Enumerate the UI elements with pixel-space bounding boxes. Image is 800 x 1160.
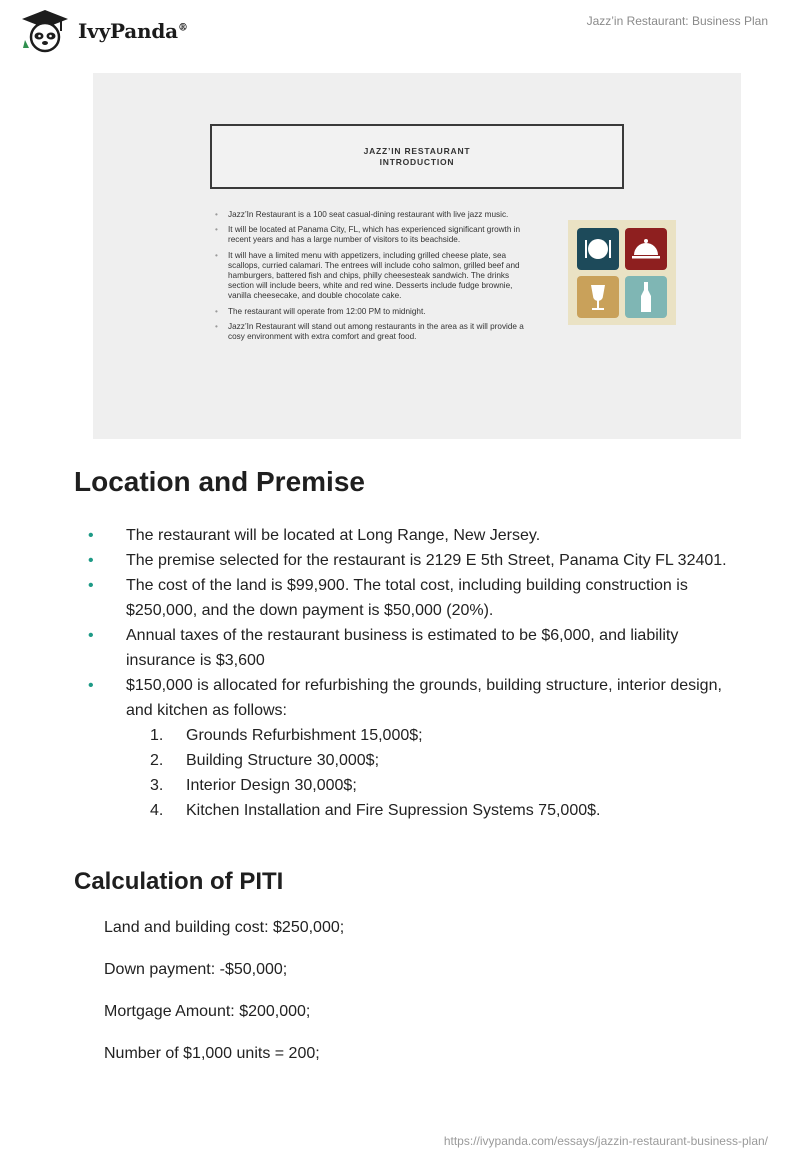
bullet-dot: •	[88, 577, 94, 594]
cloche-icon	[625, 228, 667, 270]
ivypanda-logo[interactable]	[16, 8, 188, 54]
piti-line: Land and building cost: $250,000;	[104, 919, 345, 936]
bullet-dot: •	[88, 627, 94, 644]
bullet-dot: •	[88, 552, 94, 569]
bullet-dot: •	[88, 527, 94, 544]
list-item: • Annual taxes of the restaurant business is estimated to be $6,000, and liability insurance is $3,600	[88, 623, 738, 673]
list-item: • The cost of the land is $99,900. The total cost, including building construction is $250,000, and the down payment is $50,000 (20%).	[88, 573, 738, 623]
slide-bullet-list	[215, 210, 527, 347]
slide-bullet: • Jazz’In Restaurant is a 100 seat casual-dining restaurant with live jazz music.	[215, 210, 527, 220]
wine-glass-icon	[577, 276, 619, 318]
section-heading-piti: Calculation of PITI	[74, 868, 284, 895]
slide-title-box	[210, 124, 624, 189]
source-url-link[interactable]: https://ivypanda.com/essays/jazzin-restaurant-business-plan/	[443, 1134, 768, 1148]
sublist-item: 3. Interior Design 30,000$;	[150, 777, 357, 794]
document-title: Jazz’in Restaurant: Business Plan	[586, 14, 768, 28]
bottle-icon	[625, 276, 667, 318]
location-bullet-list	[88, 523, 738, 823]
bullet-dot: •	[88, 677, 94, 694]
list-item: • The restaurant will be located at Long Range, New Jersey.	[88, 523, 738, 548]
restaurant-icons-panel	[568, 220, 676, 325]
slide-title-line2: INTRODUCTION	[379, 157, 455, 167]
piti-line: Mortgage Amount: $200,000;	[104, 1003, 311, 1020]
slide-bullet: • Jazz’In Restaurant will stand out among restaurants in the area as it will provide a cosy environment with extra comfort and great food.	[215, 322, 527, 342]
slide-bullet: • The restaurant will operate from 12:00 PM to midnight.	[215, 307, 527, 317]
sublist-item: 2. Building Structure 30,000$;	[150, 752, 380, 769]
slide-bullet: • It will be located at Panama City, FL, which has experienced significant growth in recent years and has a large number of visitors to its beachside.	[215, 225, 527, 245]
brand-name: IvyPanda®	[78, 19, 188, 43]
piti-line: Number of $1,000 units = 200;	[104, 1045, 320, 1062]
sublist-item: 4. Kitchen Installation and Fire Supression Systems 75,000$.	[150, 802, 601, 819]
sublist-item: 1. Grounds Refurbishment 15,000$;	[150, 727, 423, 744]
intro-slide-image	[93, 73, 741, 439]
list-item: • The premise selected for the restaurant is 2129 E 5th Street, Panama City FL 32401.	[88, 548, 738, 573]
section-heading-location: Location and Premise	[74, 466, 365, 497]
refurbishment-sublist	[150, 723, 738, 823]
page-header	[0, 0, 800, 60]
slide-bullet: • It will have a limited menu with appetizers, including grilled cheese plate, sea scallops, curried calamari. The entrees will include coho salmon, grilled beef and hamburgers, battered fish and chips, philly cheesesteak sandwich. The drinks section will include beers, white and red wine. Desserts include fudge brownie, vanilla cheesecake, and double chocolate cake.	[215, 251, 527, 302]
panda-logo-icon	[16, 8, 74, 54]
plate-icon	[577, 228, 619, 270]
slide-title-line1: JAZZ’IN RESTAURANT	[363, 146, 471, 156]
list-item: • $150,000 is allocated for refurbishing the grounds, building structure, interior design, and kitchen as follows: 1. Grounds Refurbishment 15,000$; 2. Building Structure 30,000$; 3. Interior Design 30,000$; 4. Kitchen Installation and Fire Supression Systems 75,000$.	[88, 673, 738, 823]
piti-line: Down payment: -$50,000;	[104, 961, 288, 978]
